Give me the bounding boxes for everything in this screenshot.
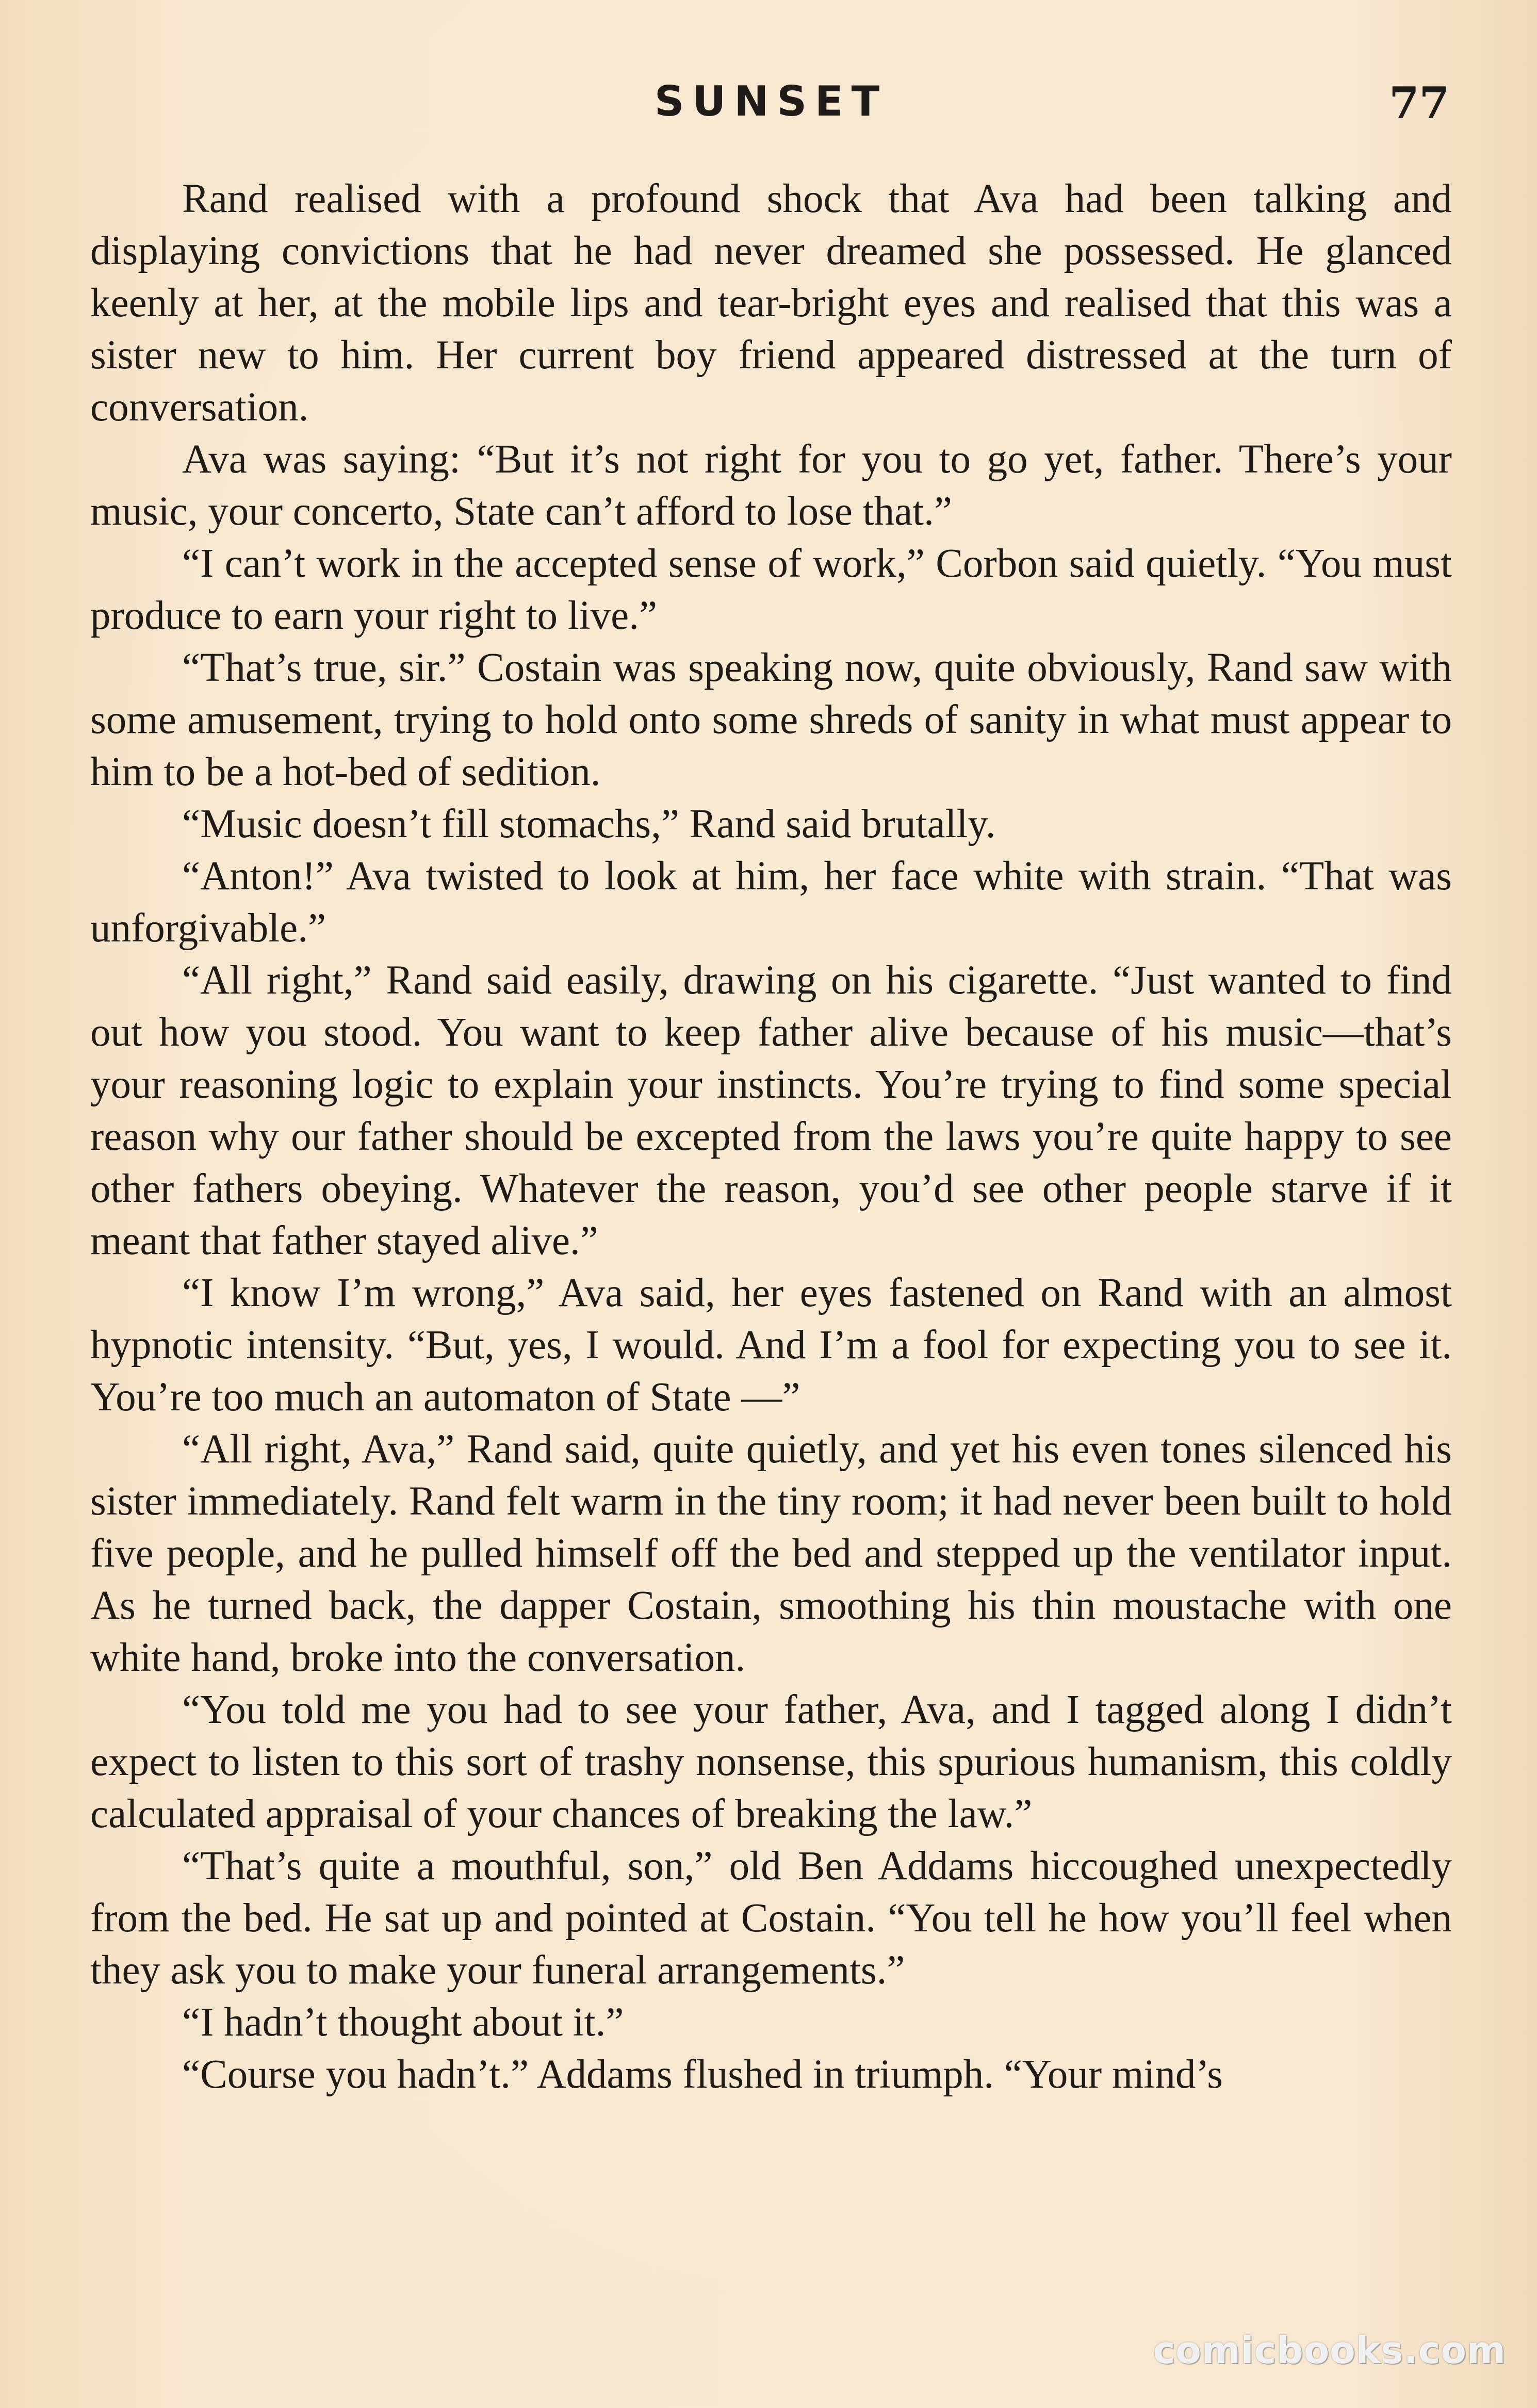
paragraph: “I can’t work in the accepted sense of work,” Corbon said quietly. “You must produce to earn your right to live.” bbox=[90, 541, 1452, 638]
paragraph: “Course you hadn’t.” Addams flushed in triumph. “Your mind’s bbox=[182, 2052, 1223, 2097]
body-text bbox=[90, 173, 1452, 2314]
paragraph: “I know I’m wrong,” Ava said, her eyes fastened on Rand with an almost hypnotic intensity. “But, yes, I would. And I’m a fool for expecting you to see it. You’re too much an automaton of State —” bbox=[90, 1271, 1452, 1420]
running-title: SUNSET bbox=[654, 77, 888, 125]
page-header bbox=[93, 77, 1449, 134]
paragraph: “Music doesn’t fill stomachs,” Rand said brutally. bbox=[182, 802, 996, 847]
paragraph: “All right, Ava,” Rand said, quite quietly, and yet his even tones silenced his sister immediately. Rand felt warm in the tiny room; it had never been built to hold five people, and he pulled himself off the bed and stepped up the ventilator input. As he turned back, the dapper Costain, smoothing his thin moustache with one white hand, broke into the conversation. bbox=[90, 1427, 1452, 1680]
paragraph: “Anton!” Ava twisted to look at him, her face white with strain. “That was unforgivable.” bbox=[90, 854, 1452, 951]
paragraph: “All right,” Rand said easily, drawing on his cigarette. “Just wanted to find out how you stood. You want to keep father alive because of his music—that’s your reasoning logic to explain your instincts. You’re trying to find some special reason why our father should be excepted from the laws you’re quite happy to see other fathers obeying. Whatever the reason, you’d see other people starve if it meant that father stayed alive.” bbox=[90, 958, 1452, 1263]
paragraph: Rand realised with a profound shock that Ava had been talking and displaying convictions that he had never dreamed she possessed. He glanced keenly at her, at the mobile lips and tear-bright eyes and realised that this was a sister new to him. Her current boy friend appeared distressed at the turn of conversation. bbox=[90, 176, 1452, 430]
watermark: comicbooks.com bbox=[1153, 2329, 1506, 2372]
paragraph: Ava was saying: “But it’s not right for you to go yet, father. There’s your music, your concerto, State can’t afford to lose that.” bbox=[90, 437, 1452, 534]
paragraph: “That’s true, sir.” Costain was speaking now, quite obviously, Rand saw with some amusement, trying to hold onto some shreds of sanity in what must appear to him to be a hot-bed of sedition. bbox=[90, 645, 1452, 794]
paragraph: “You told me you had to see your father, Ava, and I tagged along I didn’t expect to listen to this sort of trashy nonsense, this spurious humanism, this coldly calculated appraisal of your chances of breaking the law.” bbox=[90, 1687, 1452, 1836]
paragraph: “I hadn’t thought about it.” bbox=[182, 2000, 624, 2045]
paragraph: “That’s quite a mouthful, son,” old Ben Addams hiccoughed unexpectedly from the bed. He sat up and pointed at Costain. “You tell he how you’ll feel when they ask you to make your funeral arrangements.” bbox=[90, 1844, 1452, 1993]
page-number: 77 bbox=[1389, 77, 1449, 128]
